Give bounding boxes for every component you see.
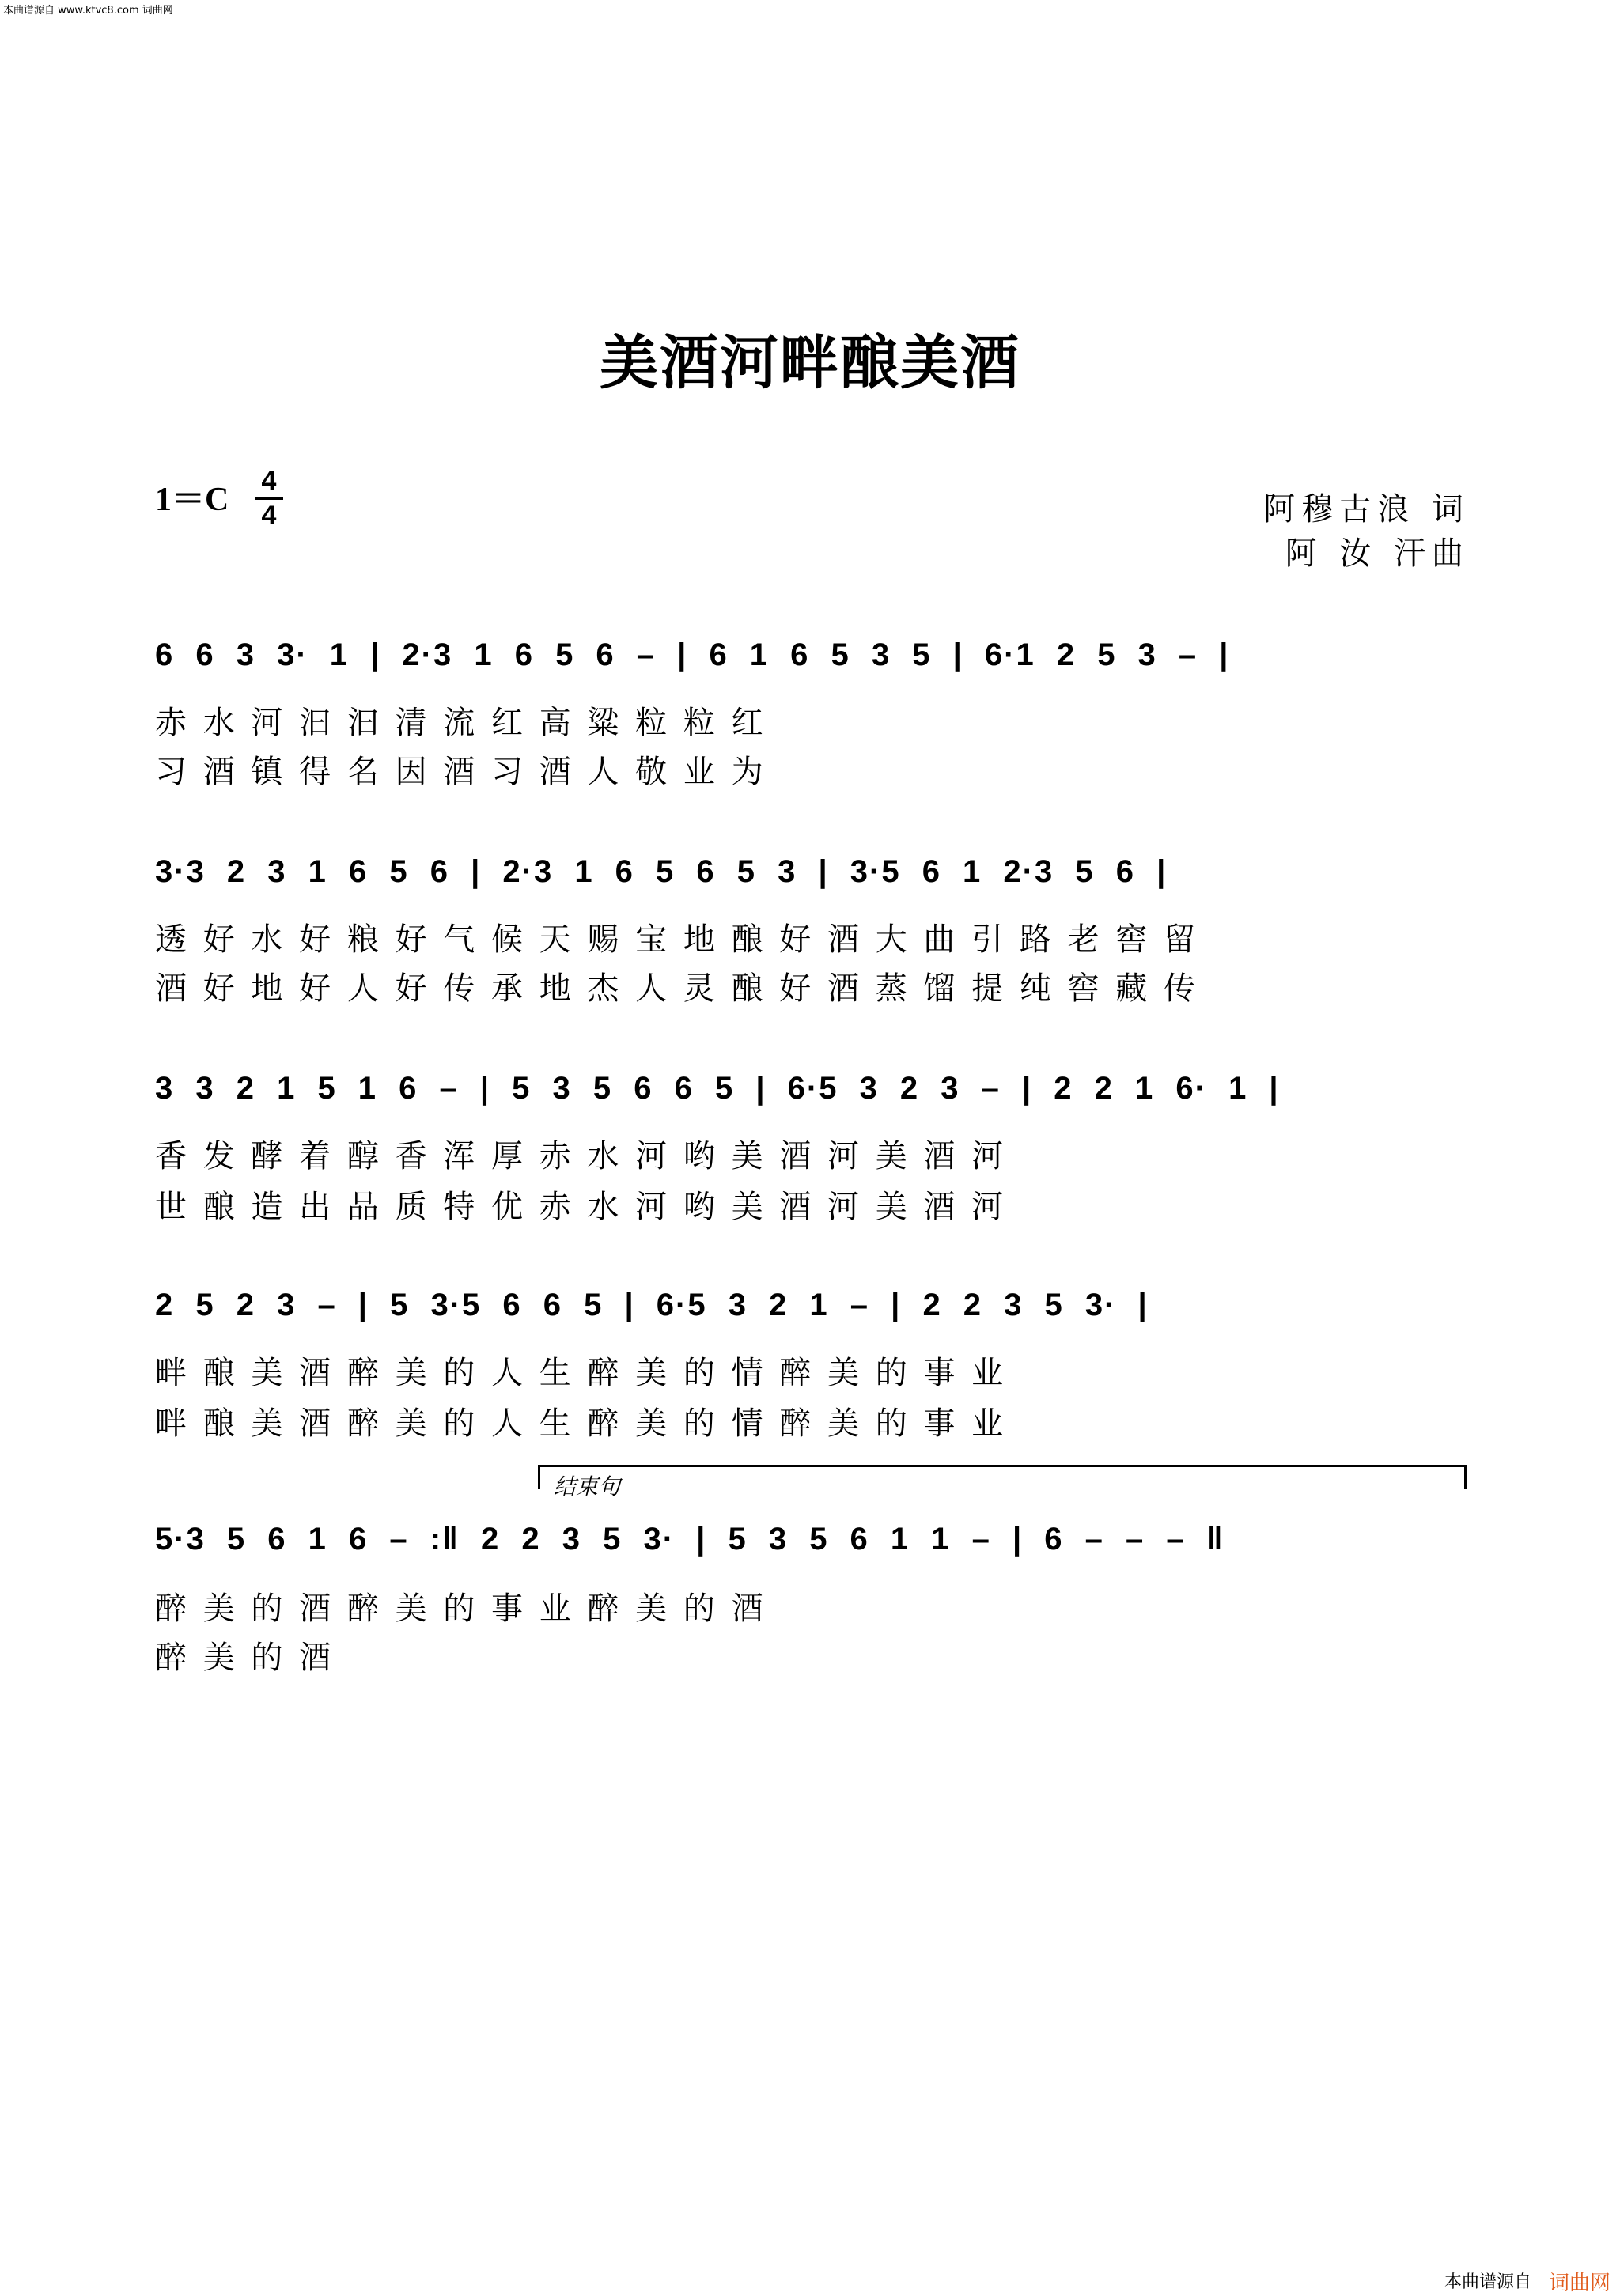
notation-line-3: 3 3 2 1 5 1 6 – | 5 3 5 6 6 5 | 6·5 3 2 3 – | 2 2 1 6· 1 | [155,1071,1280,1106]
lyric-line-1-verse-1: 赤 水 河 汩 汩 清 流 红 高 粱 粒 粒 红 [155,705,766,741]
time-signature-bottom: 4 [261,501,277,531]
ending-bracket [538,1465,1467,1489]
lyric-line-3-verse-2: 世 酿 造 出 品 质 特 优 赤 水 河 哟 美 酒 河 美 酒 河 [155,1189,1007,1225]
time-signature-line [255,497,283,500]
lyric-line-4-verse-1: 畔 酿 美 酒 醉 美 的 人 生 醉 美 的 情 醉 美 的 事 业 [155,1355,1007,1391]
key-signature: 1＝C [155,482,229,518]
footer-site-link[interactable]: 词曲网 [1548,2271,1611,2295]
lyric-line-3-verse-1: 香 发 酵 着 醇 香 浑 厚 赤 水 河 哟 美 酒 河 美 酒 河 [155,1138,1007,1174]
song-title: 美酒河畔酿美酒 [600,329,1020,397]
notation-line-5: 5·3 5 6 1 6 – :‖ 2 2 3 5 3· | 5 3 5 6 1 1 – | 6 – – – ‖ [155,1522,1224,1557]
footer-source-text: 本曲谱源自 [1444,2272,1531,2292]
notation-line-4: 2 5 2 3 – | 5 3·5 6 6 5 | 6·5 3 2 1 – | 2 2 3 5 3· | [155,1288,1149,1322]
ending-label: 结束句 [554,1473,621,1500]
composer-credit: 阿 汝 汗曲 [1285,535,1470,572]
source-watermark: 本曲谱源自 www.ktvc8.com 词曲网 [3,5,173,17]
lyric-line-4-verse-2: 畔 酿 美 酒 醉 美 的 人 生 醉 美 的 情 醉 美 的 事 业 [155,1405,1007,1442]
time-signature-top: 4 [261,466,277,496]
lyric-line-5-verse-1: 醉 美 的 酒 醉 美 的 事 业 醉 美 的 酒 [155,1591,766,1627]
lyric-line-2-verse-2: 酒 好 地 好 人 好 传 承 地 杰 人 灵 酿 好 酒 蒸 馏 提 纯 窖 藏 传 [155,970,1199,1007]
lyricist-credit: 阿穆古浪 词 [1263,491,1470,528]
notation-line-1: 6 6 3 3· 1 | 2·3 1 6 5 6 – | 6 1 6 5 3 5 | 6·1 2 5 3 – | [155,637,1230,672]
lyric-line-5-verse-2: 醉 美 的 酒 [155,1640,335,1676]
lyric-line-2-verse-1: 透 好 水 好 粮 好 气 候 天 赐 宝 地 酿 好 酒 大 曲 引 路 老 窖 留 [155,921,1199,958]
lyric-line-1-verse-2: 习 酒 镇 得 名 因 酒 习 酒 人 敬 业 为 [155,754,766,790]
notation-line-2: 3·3 2 3 1 6 5 6 | 2·3 1 6 5 6 5 3 | 3·5 6 1 2·3 5 6 | [155,854,1168,889]
